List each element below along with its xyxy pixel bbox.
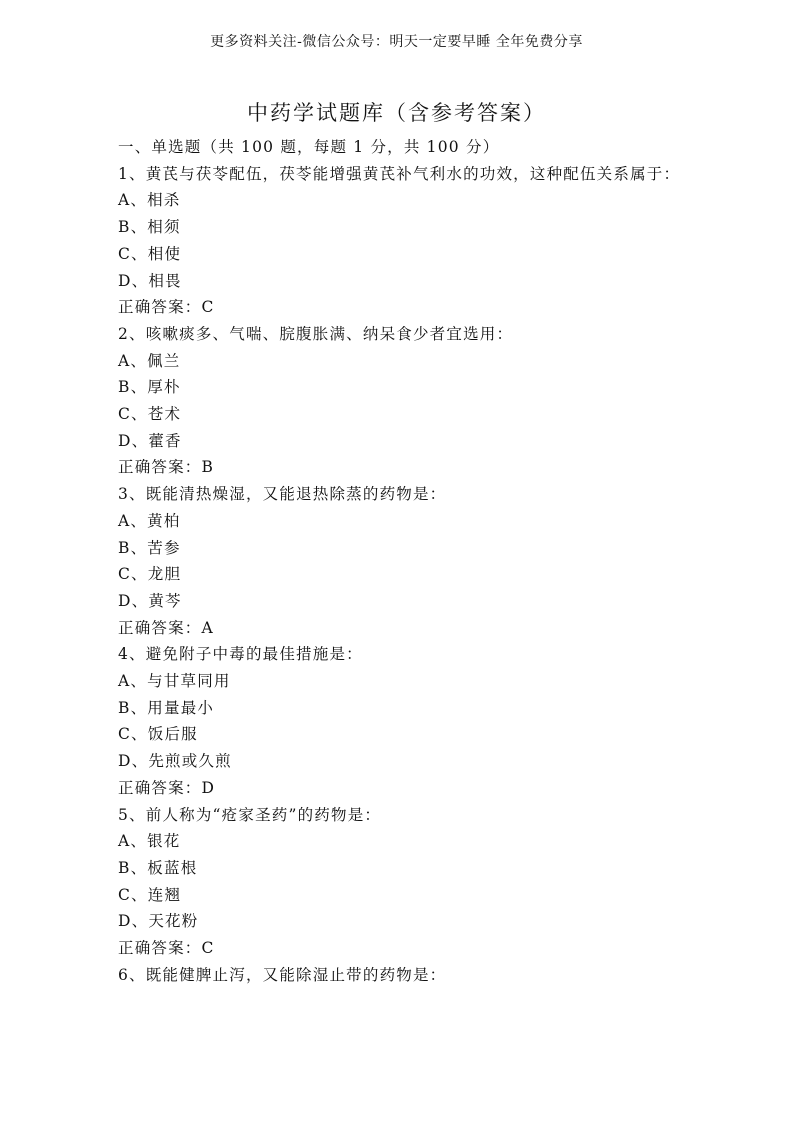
- option: B、相须: [118, 218, 181, 237]
- answer: 正确答案：C: [118, 939, 215, 958]
- option: B、苦参: [118, 538, 181, 557]
- option: C、苍术: [118, 405, 182, 424]
- option: A、与甘草同用: [118, 672, 231, 691]
- section-heading: 一、单选题（共 100 题，每题 1 分，共 100 分）: [118, 138, 500, 156]
- question-stem: 5、前人称为“疮家圣药”的药物是：: [118, 805, 382, 824]
- option: B、厚朴: [118, 378, 181, 397]
- question-stem: 2、咳嗽痰多、气喘、脘腹胀满、纳呆食少者宜选用：: [118, 324, 514, 343]
- question-stem: 1、黄芪与茯苓配伍，茯苓能增强黄芪补气利水的功效，这种配伍关系属于：: [118, 164, 681, 183]
- option: D、相畏: [118, 271, 182, 290]
- option: A、佩兰: [118, 351, 181, 370]
- document-title: 中药学试题库（含参考答案）: [247, 101, 546, 125]
- option: D、先煎或久煎: [118, 752, 232, 771]
- header-banner: 更多资料关注-微信公众号：明天一定要早睡 全年免费分享: [210, 34, 583, 50]
- question-stem: 6、既能健脾止泻，又能除湿止带的药物是：: [118, 965, 447, 984]
- option: A、银花: [118, 832, 181, 851]
- question-stem: 4、避免附子中毒的最佳措施是：: [118, 645, 363, 664]
- document-body: [118, 134, 688, 989]
- question-stem: 3、既能清热燥湿，又能退热除蒸的药物是：: [118, 485, 447, 504]
- option: B、板蓝根: [118, 858, 198, 877]
- answer: 正确答案：B: [118, 458, 215, 477]
- option: C、连翘: [118, 885, 182, 904]
- option: C、饭后服: [118, 725, 198, 744]
- option: A、相杀: [118, 191, 181, 210]
- option: A、黄柏: [118, 511, 181, 530]
- answer: 正确答案：A: [118, 618, 214, 637]
- answer: 正确答案：C: [118, 298, 215, 317]
- option: C、相使: [118, 244, 182, 263]
- option: B、用量最小: [118, 698, 215, 717]
- answer: 正确答案：D: [118, 778, 216, 797]
- option: D、黄芩: [118, 591, 182, 610]
- option: D、藿香: [118, 431, 182, 450]
- option: C、龙胆: [118, 565, 182, 584]
- option: D、天花粉: [118, 912, 199, 931]
